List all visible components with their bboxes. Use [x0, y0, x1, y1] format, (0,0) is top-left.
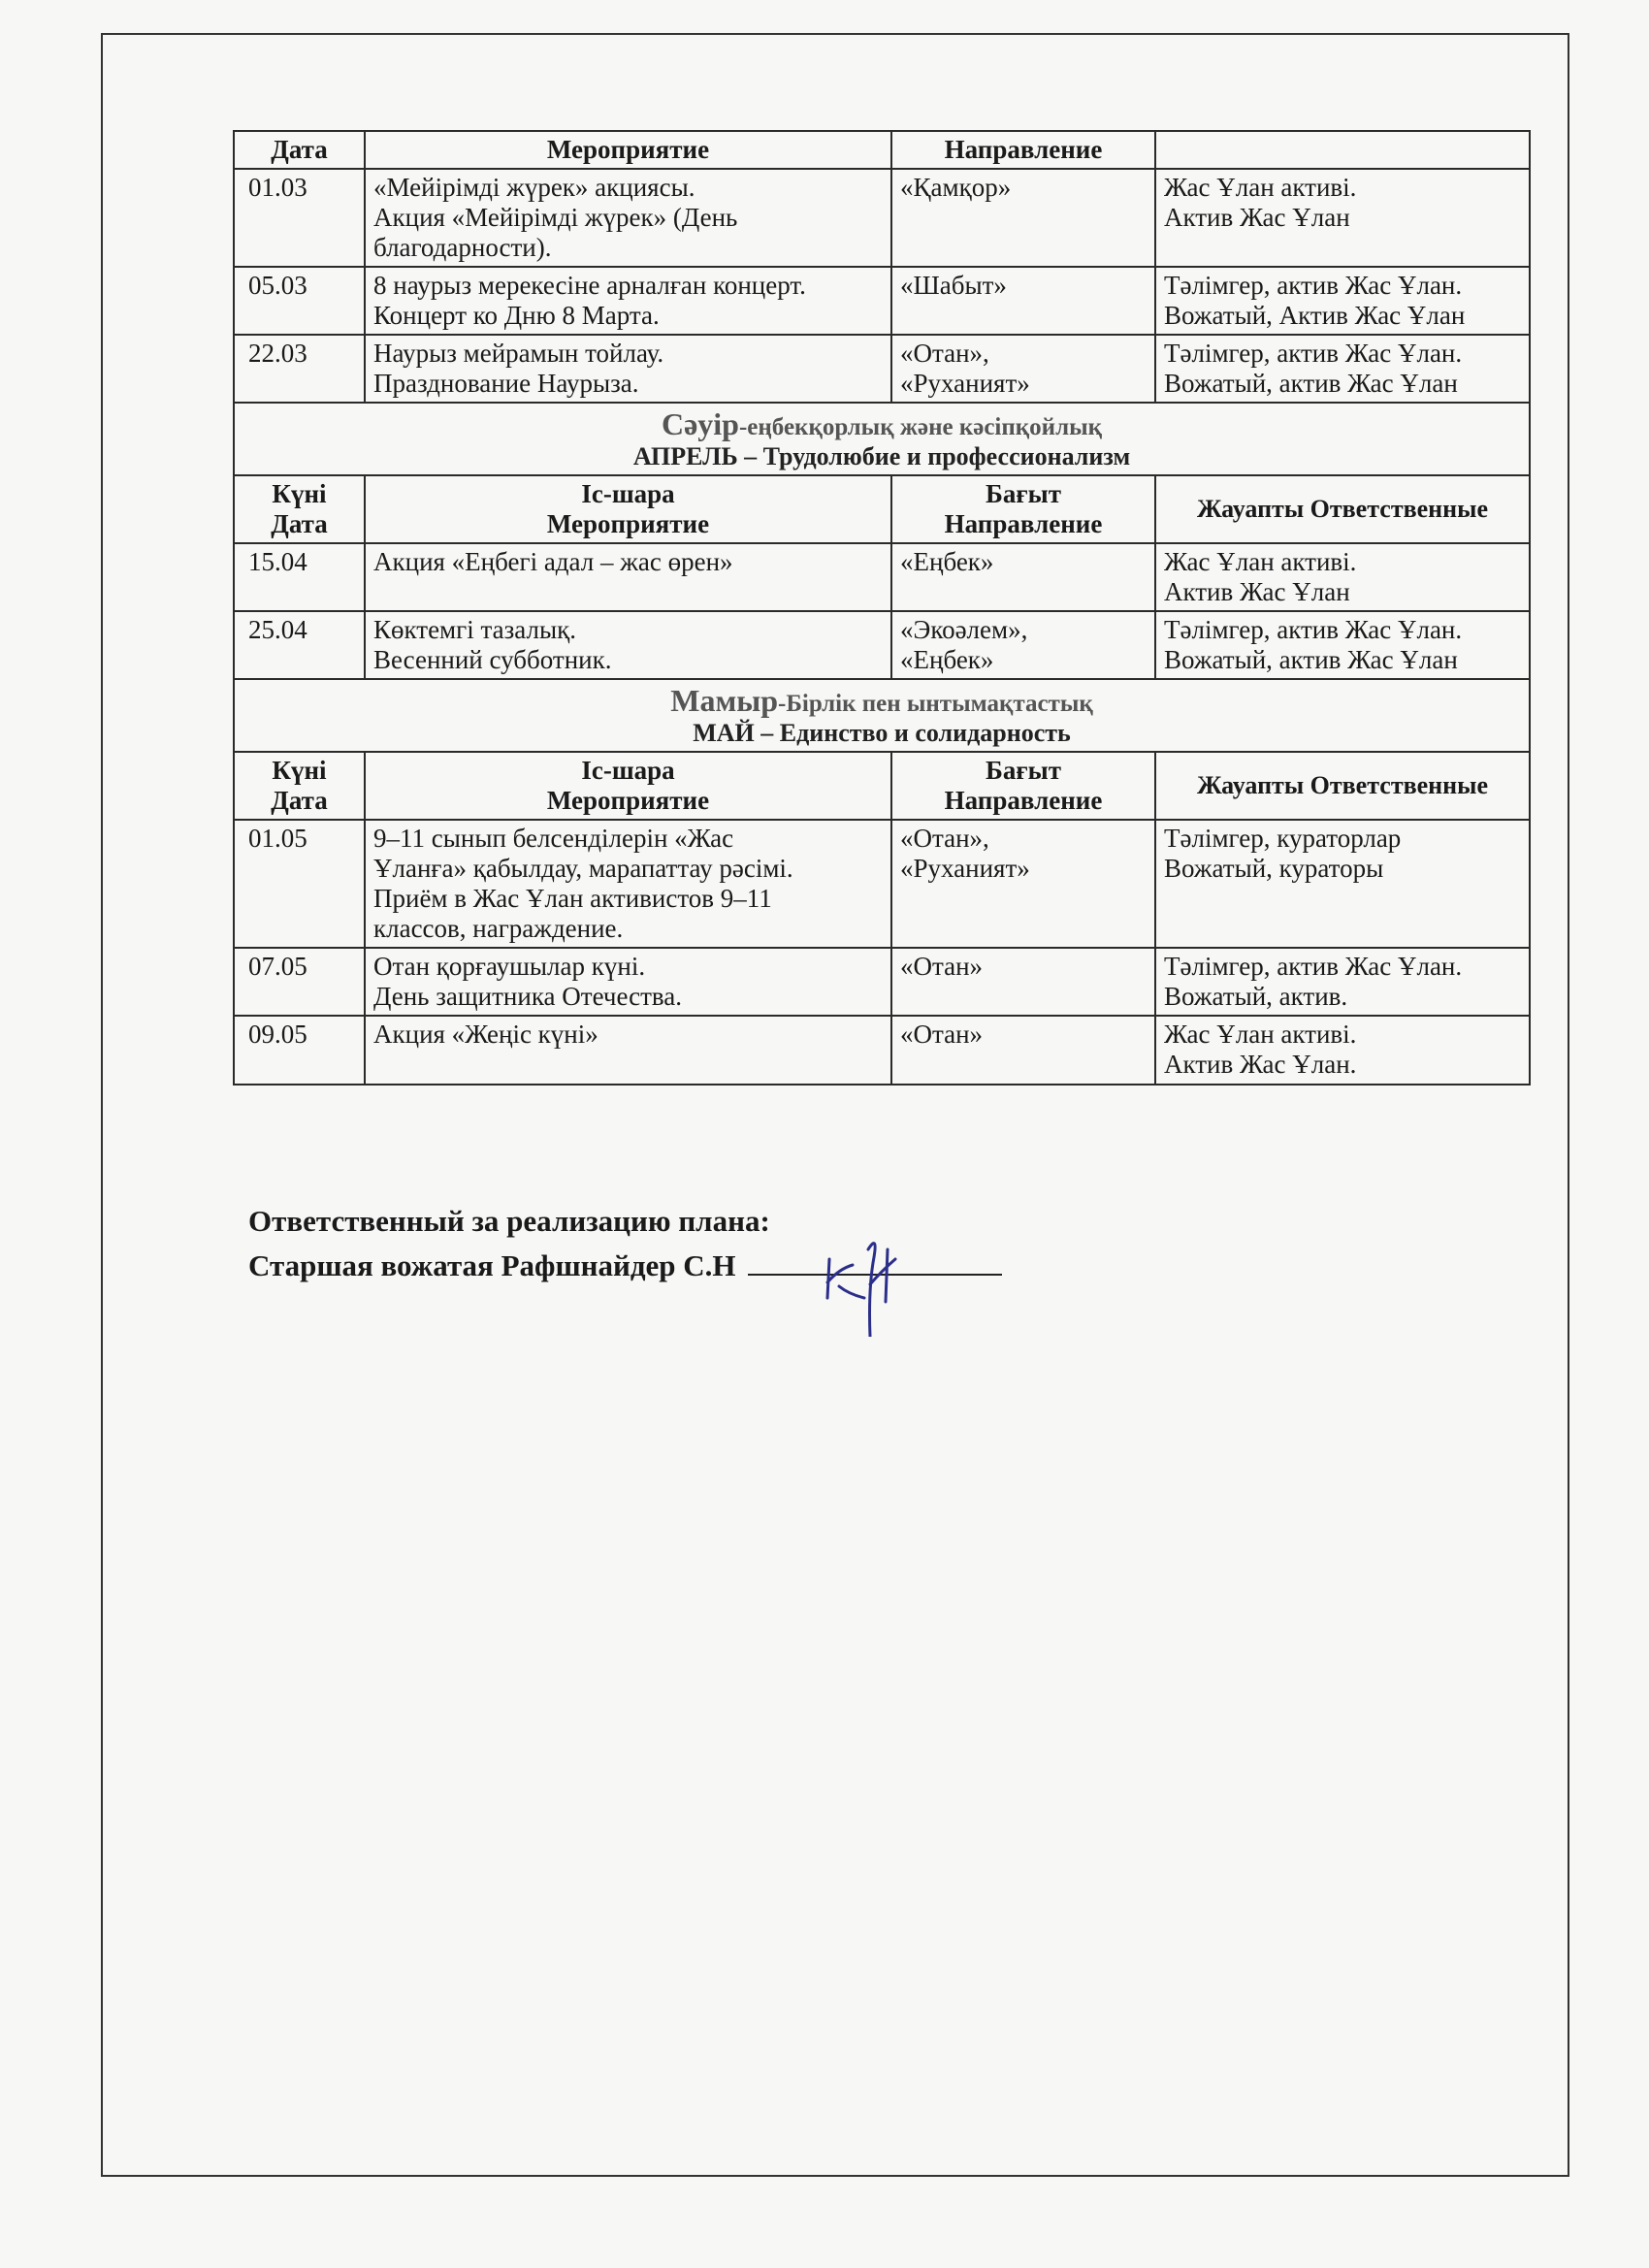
- header-row: [234, 752, 1530, 820]
- header-responsible: [1155, 131, 1530, 169]
- direction-cell: [891, 611, 1155, 679]
- direction-cell: [891, 335, 1155, 403]
- cell-line: Күні: [272, 479, 327, 509]
- responsible-cell: [1155, 543, 1530, 611]
- cell-line: Дата: [271, 135, 328, 164]
- cell-line: Тәлімгер, кураторлар: [1164, 824, 1402, 854]
- date-cell: [234, 543, 365, 611]
- direction-cell: [891, 267, 1155, 335]
- cell-line: Көктемгі тазалық.: [373, 615, 576, 645]
- table-row: [234, 267, 1530, 335]
- section-row: [234, 403, 1530, 475]
- cell-line: Акция «Мейірімді жүрек» (День: [373, 203, 738, 233]
- event-cell: [365, 267, 891, 335]
- cell-line: Актив Жас Ұлан: [1164, 203, 1350, 233]
- cell-line: Күні: [272, 756, 327, 786]
- header-direction: [891, 475, 1155, 543]
- cell-line: Мероприятие: [546, 786, 710, 816]
- cell-line: Мероприятие: [546, 509, 710, 539]
- section-month-kz: Сәуір: [661, 406, 739, 442]
- cell-line: 09.05: [248, 1020, 307, 1050]
- cell-line: Празднование Наурыза.: [373, 369, 639, 399]
- cell-line: «Руханият»: [900, 854, 1030, 884]
- cell-line: Актив Жас Ұлан: [1164, 577, 1350, 607]
- section-title-kz: [242, 406, 1521, 442]
- responsible-cell: [1155, 611, 1530, 679]
- event-cell: [365, 335, 891, 403]
- responsible-cell: [1155, 820, 1530, 948]
- direction-cell: [891, 543, 1155, 611]
- cell-line: 22.03: [248, 339, 307, 369]
- header-direction: [891, 131, 1155, 169]
- date-cell: [234, 611, 365, 679]
- cell-line: Концерт ко Дню 8 Марта.: [373, 301, 660, 331]
- cell-line: Ұланға» қабылдау, марапаттау рәсімі.: [373, 854, 793, 884]
- cell-line: 9–11 сынып белсенділерін «Жас: [373, 824, 734, 854]
- cell-line: «Шабыт»: [900, 271, 1007, 301]
- section-title-kz: [242, 683, 1521, 719]
- cell-line: Дата: [271, 786, 328, 816]
- cell-line: 07.05: [248, 952, 307, 982]
- cell-line: Жас Ұлан активі.: [1164, 173, 1357, 203]
- cell-line: «Мейірімді жүрек» акциясы.: [373, 173, 695, 203]
- date-cell: [234, 335, 365, 403]
- responsible-cell: [1155, 267, 1530, 335]
- cell-line: Бағыт: [986, 479, 1061, 509]
- header-event: [365, 752, 891, 820]
- responsible-cell: [1155, 1016, 1530, 1084]
- cell-line: Мероприятие: [546, 135, 710, 164]
- cell-line: Направление: [944, 786, 1103, 816]
- table-row: [234, 611, 1530, 679]
- cell-line: 25.04: [248, 615, 307, 645]
- cell-line: Жауапты Ответственные: [1197, 495, 1488, 524]
- cell-line: 8 наурыз мерекесіне арналған концерт.: [373, 271, 806, 301]
- cell-line: «Экоәлем»,: [900, 615, 1028, 645]
- cell-line: Отан қорғаушылар күні.: [373, 952, 646, 982]
- table-row: [234, 543, 1530, 611]
- cell-line: Іс-шара: [581, 479, 675, 509]
- table-row: [234, 335, 1530, 403]
- table-row: [234, 948, 1530, 1016]
- cell-line: Акция «Еңбегі адал – жас өрен»: [373, 547, 733, 577]
- cell-line: Акция «Жеңіс күні»: [373, 1020, 598, 1050]
- cell-line: Приём в Жас Ұлан активистов 9–11: [373, 884, 772, 914]
- cell-line: классов, награждение.: [373, 914, 624, 944]
- section-theme-kz: -еңбекқорлық және кәсіпқойлық: [738, 414, 1103, 441]
- cell-line: Жауапты Ответственные: [1197, 771, 1488, 800]
- header-date: [234, 475, 365, 543]
- responsible-cell: [1155, 335, 1530, 403]
- header-row: [234, 131, 1530, 169]
- date-cell: [234, 169, 365, 267]
- cell-line: Жас Ұлан активі.: [1164, 1020, 1357, 1050]
- header-responsible: [1155, 752, 1530, 820]
- cell-line: благодарности).: [373, 233, 552, 263]
- cell-line: Вожатый, актив Жас Ұлан: [1164, 369, 1458, 399]
- event-cell: [365, 169, 891, 267]
- direction-cell: [891, 169, 1155, 267]
- header-event: [365, 475, 891, 543]
- cell-line: День защитника Отечества.: [373, 982, 683, 1012]
- cell-line: Бағыт: [986, 756, 1061, 786]
- responsible-label: Ответственный за реализацию плана:: [248, 1204, 770, 1238]
- cell-line: Тәлімгер, актив Жас Ұлан.: [1164, 615, 1463, 645]
- section-theme-kz: -Бірлік пен ынтымақтастық: [778, 691, 1093, 718]
- section-title: [234, 403, 1530, 475]
- date-cell: [234, 820, 365, 948]
- direction-cell: [891, 820, 1155, 948]
- header-responsible: [1155, 475, 1530, 543]
- section-title-ru: МАЙ – Единство и солидарность: [693, 719, 1071, 748]
- direction-cell: [891, 1016, 1155, 1084]
- signature-mark: [810, 1201, 917, 1337]
- date-cell: [234, 948, 365, 1016]
- section-title: [234, 679, 1530, 752]
- date-cell: [234, 1016, 365, 1084]
- event-cell: [365, 543, 891, 611]
- cell-line: Тәлімгер, актив Жас Ұлан.: [1164, 271, 1463, 301]
- section-month-kz: Мамыр: [670, 683, 779, 719]
- cell-line: Актив Жас Ұлан.: [1164, 1050, 1357, 1080]
- cell-line: Вожатый, кураторы: [1164, 854, 1384, 884]
- responsible-cell: [1155, 948, 1530, 1016]
- header-date: [234, 752, 365, 820]
- cell-line: «Отан»,: [900, 339, 989, 369]
- event-cell: [365, 820, 891, 948]
- cell-line: 05.03: [248, 271, 307, 301]
- cell-line: Іс-шара: [581, 756, 675, 786]
- section-row: [234, 679, 1530, 752]
- cell-line: «Отан»,: [900, 824, 989, 854]
- cell-line: Направление: [944, 509, 1103, 539]
- header-event: [365, 131, 891, 169]
- cell-line: Весенний субботник.: [373, 645, 612, 675]
- cell-line: «Еңбек»: [900, 547, 994, 577]
- cell-line: Тәлімгер, актив Жас Ұлан.: [1164, 952, 1463, 982]
- cell-line: Дата: [271, 509, 328, 539]
- header-date: [234, 131, 365, 169]
- direction-cell: [891, 948, 1155, 1016]
- cell-line: Жас Ұлан активі.: [1164, 547, 1357, 577]
- cell-line: «Еңбек»: [900, 645, 994, 675]
- event-cell: [365, 611, 891, 679]
- cell-line: Тәлімгер, актив Жас Ұлан.: [1164, 339, 1463, 369]
- cell-line: 15.04: [248, 547, 307, 577]
- cell-line: Наурыз мейрамын тойлау.: [373, 339, 664, 369]
- date-cell: [234, 267, 365, 335]
- cell-line: «Қамқор»: [900, 173, 1012, 203]
- table-row: [234, 820, 1530, 948]
- cell-line: Вожатый, актив Жас Ұлан: [1164, 645, 1458, 675]
- plan-table: [233, 130, 1531, 1085]
- responsible-name: Старшая вожатая Рафшнайдер С.Н: [248, 1248, 736, 1282]
- cell-line: 01.03: [248, 173, 307, 203]
- cell-line: 01.05: [248, 824, 307, 854]
- cell-line: «Отан»: [900, 1020, 984, 1050]
- responsible-cell: [1155, 169, 1530, 267]
- event-cell: [365, 948, 891, 1016]
- table-row: [234, 169, 1530, 267]
- cell-line: «Отан»: [900, 952, 984, 982]
- cell-line: «Руханият»: [900, 369, 1030, 399]
- cell-line: Вожатый, Актив Жас Ұлан: [1164, 301, 1466, 331]
- section-title-ru: АПРЕЛЬ – Трудолюбие и профессионализм: [632, 442, 1131, 471]
- event-cell: [365, 1016, 891, 1084]
- table-row: [234, 1016, 1530, 1084]
- cell-line: Направление: [944, 135, 1103, 164]
- header-row: [234, 475, 1530, 543]
- cell-line: Вожатый, актив.: [1164, 982, 1348, 1012]
- header-direction: [891, 752, 1155, 820]
